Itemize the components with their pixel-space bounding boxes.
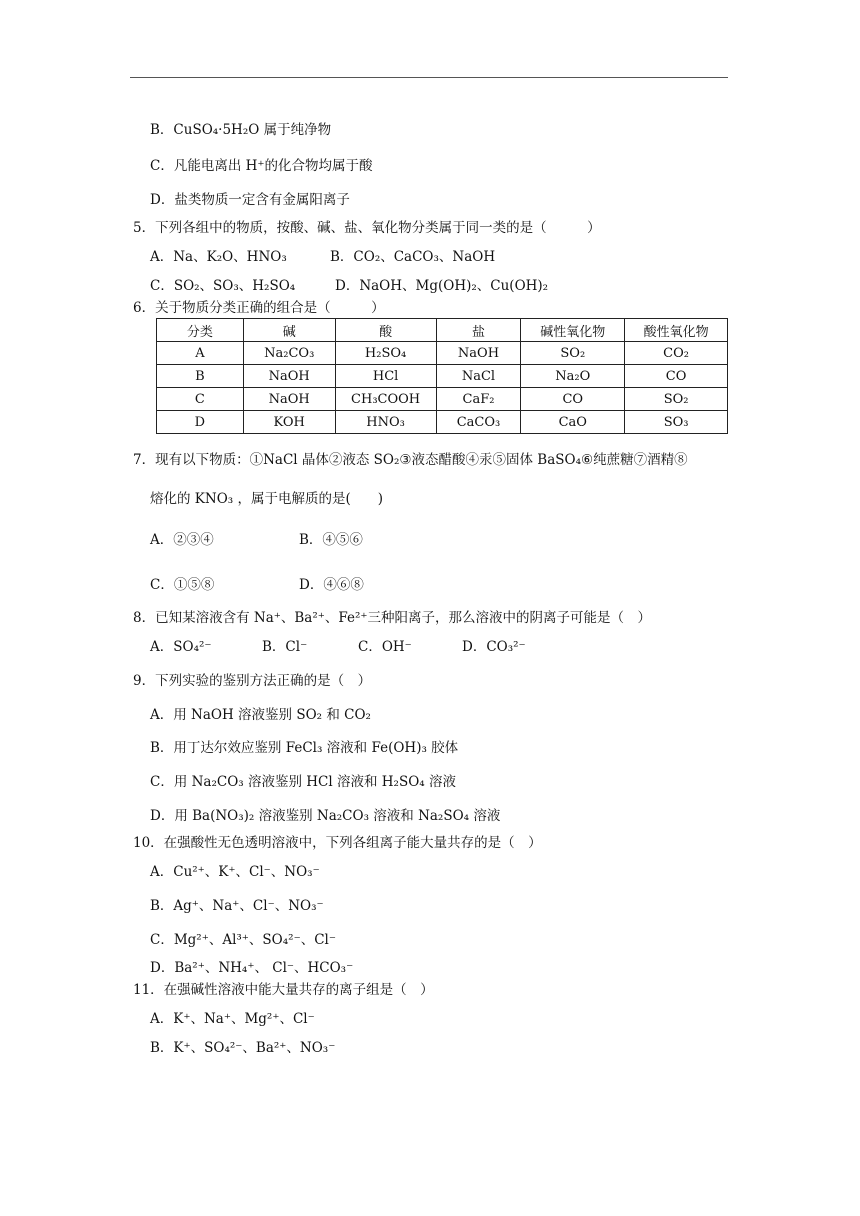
table-cell: Na₂O bbox=[521, 365, 625, 388]
table-row bbox=[157, 342, 728, 365]
table-cell: SO₂ bbox=[521, 342, 625, 365]
q4-option-b: B．CuSO₄·5H₂O 属于纯净物 bbox=[150, 122, 332, 138]
table-header-cell: 酸 bbox=[335, 319, 436, 342]
q7-option-c: C．①⑤⑧ bbox=[150, 577, 215, 593]
table-cell: A bbox=[157, 342, 244, 365]
table-cell: KOH bbox=[243, 411, 335, 434]
table-cell: NaOH bbox=[243, 388, 335, 411]
q9-stem: 9．下列实验的鉴别方法正确的是（ ） bbox=[133, 673, 372, 689]
q7-option-d: D．④⑥⑧ bbox=[299, 577, 364, 593]
table-header-cell: 分类 bbox=[157, 319, 244, 342]
table-cell: C bbox=[157, 388, 244, 411]
q5-option-a: A．Na、K₂O、HNO₃ bbox=[150, 249, 287, 265]
q6-stem: 6．关于物质分类正确的组合是（ ） bbox=[133, 300, 385, 316]
table-cell: CO bbox=[521, 388, 625, 411]
q5-option-b: B．CO₂、CaCO₃、NaOH bbox=[330, 249, 496, 265]
q4-option-c: C．凡能电离出 H⁺的化合物均属于酸 bbox=[150, 158, 373, 174]
q4-option-d: D．盐类物质一定含有金属阳离子 bbox=[150, 192, 350, 208]
table-header-cell: 碱性氧化物 bbox=[521, 319, 625, 342]
q9-option-a: A．用 NaOH 溶液鉴别 SO₂ 和 CO₂ bbox=[150, 707, 371, 723]
q10-option-c: C．Mg²⁺、Al³⁺、SO₄²⁻、Cl⁻ bbox=[150, 932, 336, 948]
q9-option-d: D．用 Ba(NO₃)₂ 溶液鉴别 Na₂CO₃ 溶液和 Na₂SO₄ 溶液 bbox=[150, 808, 501, 824]
table-header-cell: 碱 bbox=[243, 319, 335, 342]
q5-option-c: C．SO₂、SO₃、H₂SO₄ bbox=[150, 278, 296, 294]
q8-option-d: D．CO₃²⁻ bbox=[462, 639, 526, 655]
q10-option-b: B．Ag⁺、Na⁺、Cl⁻、NO₃⁻ bbox=[150, 898, 324, 914]
q8-stem: 8．已知某溶液含有 Na⁺、Ba²⁺、Fe²⁺三种阳离子，那么溶液中的阴离子可能是（ ） bbox=[133, 610, 652, 626]
table-cell: HCl bbox=[335, 365, 436, 388]
q8-option-a: A．SO₄²⁻ bbox=[150, 639, 212, 655]
table-cell: NaOH bbox=[243, 365, 335, 388]
table-header-cell: 酸性氧化物 bbox=[625, 319, 728, 342]
table-row bbox=[157, 365, 728, 388]
table-cell: Na₂CO₃ bbox=[243, 342, 335, 365]
table-cell: CaCO₃ bbox=[436, 411, 521, 434]
table-cell: D bbox=[157, 411, 244, 434]
q5-option-d: D．NaOH、Mg(OH)₂、Cu(OH)₂ bbox=[335, 278, 549, 294]
table-row bbox=[157, 411, 728, 434]
table-header-row bbox=[157, 319, 728, 342]
q5-stem: 5．下列各组中的物质，按酸、碱、盐、氧化物分类属于同一类的是（ ） bbox=[133, 220, 601, 236]
q11-option-b: B．K⁺、SO₄²⁻、Ba²⁺、NO₃⁻ bbox=[150, 1040, 336, 1056]
q10-option-a: A．Cu²⁺、K⁺、Cl⁻、NO₃⁻ bbox=[150, 864, 320, 880]
q7-option-b: B．④⑤⑥ bbox=[299, 532, 363, 548]
table-cell: NaCl bbox=[436, 365, 521, 388]
table-cell: CaF₂ bbox=[436, 388, 521, 411]
table-cell: SO₃ bbox=[625, 411, 728, 434]
q9-option-c: C．用 Na₂CO₃ 溶液鉴别 HCl 溶液和 H₂SO₄ 溶液 bbox=[150, 774, 456, 790]
q8-option-b: B．Cl⁻ bbox=[262, 639, 308, 655]
table-cell: SO₂ bbox=[625, 388, 728, 411]
table-cell: B bbox=[157, 365, 244, 388]
q7-option-a: A．②③④ bbox=[150, 532, 214, 548]
table-header-cell: 盐 bbox=[436, 319, 521, 342]
q10-option-d: D．Ba²⁺、NH₄⁺、 Cl⁻、HCO₃⁻ bbox=[150, 960, 354, 976]
q7-stem-line1: 7．现有以下物质：①NaCl 晶体②液态 SO₂③液态醋酸④汞⑤固体 BaSO₄⑥纯蔗糖⑦酒精⑧ bbox=[133, 452, 688, 468]
table-cell: CH₃COOH bbox=[335, 388, 436, 411]
table-cell: HNO₃ bbox=[335, 411, 436, 434]
q7-stem-line2: 熔化的 KNO₃ ，属于电解质的是( ) bbox=[150, 491, 383, 507]
table-row bbox=[157, 388, 728, 411]
table-cell: NaOH bbox=[436, 342, 521, 365]
q8-option-c: C．OH⁻ bbox=[358, 639, 412, 655]
q11-stem: 11．在强碱性溶液中能大量共存的离子组是（ ） bbox=[133, 982, 434, 998]
q10-stem: 10．在强酸性无色透明溶液中，下列各组离子能大量共存的是（ ） bbox=[133, 835, 542, 851]
table-cell: CaO bbox=[521, 411, 625, 434]
table-cell: CO₂ bbox=[625, 342, 728, 365]
q9-option-b: B．用丁达尔效应鉴别 FeCl₃ 溶液和 Fe(OH)₃ 胶体 bbox=[150, 740, 459, 756]
table-cell: CO bbox=[625, 365, 728, 388]
table-cell: H₂SO₄ bbox=[335, 342, 436, 365]
header-rule bbox=[130, 77, 728, 78]
q11-option-a: A．K⁺、Na⁺、Mg²⁺、Cl⁻ bbox=[150, 1011, 315, 1027]
classification-table bbox=[156, 318, 728, 434]
